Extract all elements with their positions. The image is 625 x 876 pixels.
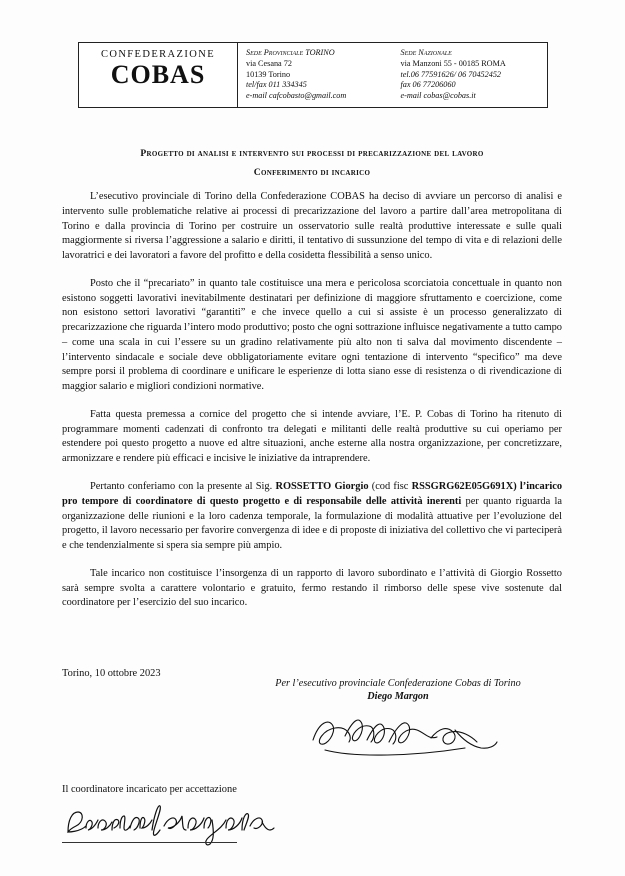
address-national-title: [401, 48, 542, 59]
address-provincial-title: [246, 48, 387, 59]
assignee-name: ROSSETTO Giorgio: [275, 481, 369, 493]
paragraph-4-mid: (cod fisc: [368, 481, 412, 493]
address-national-line-2: tel.06 77591626/ 06 70452452: [400, 69, 502, 79]
signer-name: Diego Margon: [367, 691, 429, 702]
organization-logo: [78, 42, 238, 108]
paragraph-2: Posto che il “precariato” in quanto tale costituisce una mera e pericolosa scorciatoia concettuale in quanto non esistono soggetti lavorativi inevitabilmente destinatari per definizione di maggiore sfruttamento e coercizione, come non esistono settori lavorativi “garantiti” e che invece quello a cui si assiste è un processo generalizzato di precarizzazione che riguarda l’intero modo produttivo; posto che ogni sottrazione influisce negativamente a tutto campo – come una scala in cui l’essere su un gradino relativamente più alto non ti salva dal movimento discendente – l’intervento sindacale e sociale deve obbligatoriamente evitare ogni tentazione di intervento “specifico” ma deve sempre porsi il problema di coordinare e unificare le esperienze di lotta siano esse di resistenza o di rivendicazione di maggior salario e migliori condizioni normative.: [62, 277, 562, 393]
acceptance-signature-line: [62, 842, 237, 843]
paragraph-4-pre: Pertanto conferiamo con la presente al Sig.: [90, 481, 276, 493]
assignee-fiscal-code-and-role: RSSGRG62E05G691X) l’incarico pro tempore di coordinatore di questo progetto e di responsabile delle attività inerenti: [62, 481, 563, 507]
address-national-label: Sede Nazionale: [400, 48, 452, 57]
logo-confederazione-text: CONFEDERAZIONE: [100, 49, 216, 60]
acceptance-label: Il coordinatore incaricato per accettazione: [62, 784, 237, 795]
address-provincial-line-1: via Cesana 72: [246, 58, 292, 68]
address-national-line-3: fax 06 77206060: [400, 80, 456, 90]
address-provincial-line-4: e-mail cafcobasto@gmail.com: [246, 91, 347, 101]
signature-diego-margon: [305, 706, 505, 766]
document-body: [62, 190, 562, 624]
document-subtitle: Conferimento di incarico: [253, 167, 371, 178]
address-provincial-city: TORINO: [305, 48, 335, 57]
paragraph-3: Fatta questa premessa a cornice del progetto che si intende avviare, l’E. P. Cobas di Torino ha ritenuto di programmare momenti cadenzati di confronto tra delegati e militanti delle realtà produttive su cui operiamo per estendere poi questo progetto a nuove ed altre situazioni, anche esterne alla nostra organizzazione, per concretizzare, armonizzare e rendere più efficaci e incisive le iniziative da intraprendere.: [62, 408, 562, 465]
date-line: Torino, 10 ottobre 2023: [62, 668, 161, 679]
paragraph-4-post: per quanto riguarda la organizzazione delle riunioni e la loro cadenza temporale, la formulazione di modalità attuative per l’evoluzione del progetto, il lavoro necessario per favorire convergenza di idee e di proposte di iniziativa del collettivo che vi parteciperà e che tendenzialmente si spera sia sempre più ampio.: [62, 495, 562, 552]
address-provincial: [238, 43, 393, 107]
paragraph-4: [62, 480, 562, 554]
logo-cobas-text: COBAS: [110, 60, 206, 89]
signer-role: Per l’esecutivo provinciale Confederazione Cobas di Torino: [275, 678, 521, 689]
address-national: [393, 43, 548, 107]
address-provincial-line-3: tel/fax 011 334345: [246, 80, 307, 90]
address-provincial-label: Sede Provinciale: [246, 48, 304, 57]
address-national-line-4: e-mail cobas@cobas.it: [400, 91, 476, 101]
address-provincial-line-2: 10139 Torino: [246, 69, 291, 79]
signer-block: [248, 678, 548, 702]
document-title: Progetto di analisi e intervento sui processi di precarizzazione del lavoro: [140, 148, 484, 159]
address-block: [238, 42, 548, 108]
paragraph-1: L’esecutivo provinciale di Torino della Confederazione COBAS ha deciso di avviare un percorso di analisi e intervento sulle problematiche relative ai processi di precarizzazione del lavoro a partire dall’area metropolitana di Torino e dalla provincia di Torino per costruire un osservatorio sulle realtà produttive interessate e sulle quali maggiormente si riversa l’aggressione a salario e diritti, il tentativo di sussunzione del tempo di vita e di relazioni delle lavoratrici e dei lavoratori a favore del profitto e della cosidetta flessibilità a senso unico.: [62, 191, 562, 262]
address-national-line-1: via Manzoni 55 - 00185 ROMA: [400, 58, 506, 68]
letterhead: [78, 42, 548, 108]
paragraph-5: Tale incarico non costituisce l’insorgenza di un rapporto di lavoro subordinato e l’attività di Giorgio Rossetto sarà sempre svolta a carattere volontario e gratuito, fermo restando il rimborso delle spese vive sostenute dal coordinatore per l’esercizio del suo incarico.: [62, 567, 562, 609]
